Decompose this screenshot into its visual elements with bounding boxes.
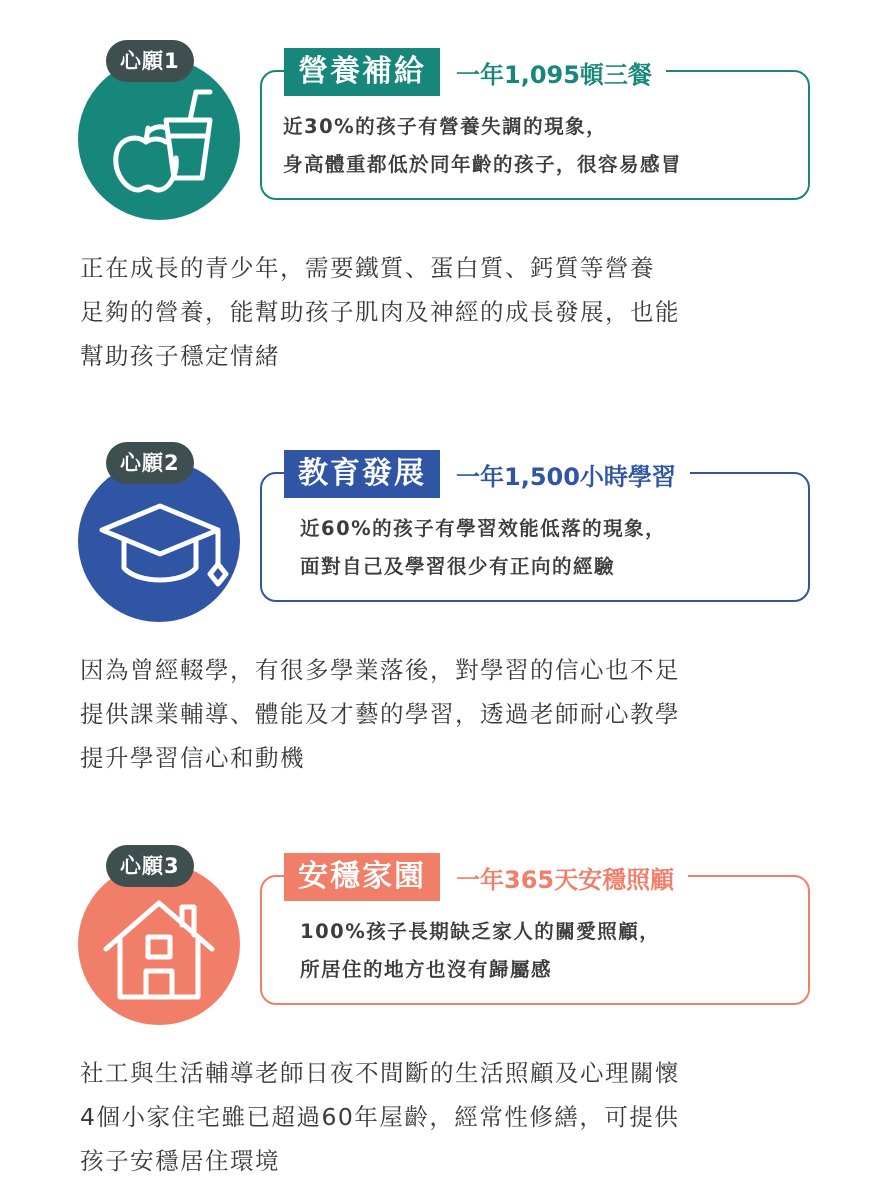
wish-badge: 心願1 — [106, 40, 194, 82]
education-circle — [78, 460, 240, 622]
description-line: 社工與生活輔導老師日夜不間斷的生活照顧及心理關懷 — [80, 1059, 680, 1087]
graduation-cap-icon — [78, 460, 240, 622]
wish-card-text — [283, 108, 803, 184]
wish-title-row — [284, 853, 688, 901]
house-icon — [78, 863, 240, 1025]
description-line: 提供課業輔導、體能及才藝的學習，透過老師耐心教學 — [80, 700, 680, 728]
description-line: 足夠的營養，能幫助孩子肌肉及神經的成長發展，也能 — [80, 298, 680, 326]
wish-title-row — [284, 48, 666, 96]
description-line: 提升學習信心和動機 — [80, 744, 305, 772]
description-line: 正在成長的青少年，需要鐵質、蛋白質、鈣質等營養 — [80, 254, 655, 282]
card-line: 近60%的孩子有學習效能低落的現象， — [300, 517, 667, 540]
description-line: 孩子安穩居住環境 — [80, 1147, 280, 1175]
wish-badge: 心願3 — [106, 845, 194, 887]
apple-juice-icon — [78, 58, 240, 220]
nutrition-circle — [78, 58, 240, 220]
card-line: 所居住的地方也沒有歸屬感 — [300, 958, 553, 981]
card-line: 身高體重都低於同年齡的孩子，很容易感冒 — [283, 153, 683, 176]
card-line: 面對自己及學習很少有正向的經驗 — [300, 555, 616, 578]
wish-title-row — [284, 450, 690, 498]
wish-description — [80, 648, 820, 780]
wish-subtitle: 一年365天安穩照顧 — [452, 860, 678, 895]
description-line: 幫助孩子穩定情緒 — [80, 342, 280, 370]
wish-badge: 心願2 — [106, 442, 194, 484]
card-line: 100%孩子長期缺乏家人的關愛照顧， — [300, 920, 661, 943]
card-line: 近30%的孩子有營養失調的現象， — [283, 115, 608, 138]
wish-title: 安穩家園 — [284, 853, 440, 901]
description-line: 4個小家住宅雖已超過60年屋齡，經常性修繕，可提供 — [80, 1103, 680, 1131]
wish-card-text — [300, 510, 820, 586]
wish-description — [80, 1051, 820, 1183]
wish-title: 營養補給 — [284, 48, 440, 96]
wish-description — [80, 246, 820, 378]
wish-title: 教育發展 — [284, 450, 440, 498]
home-circle — [78, 863, 240, 1025]
wish-subtitle: 一年1,095頓三餐 — [452, 55, 656, 90]
description-line: 因為曾經輟學，有很多學業落後，對學習的信心也不足 — [80, 656, 680, 684]
wish-card-text — [300, 913, 820, 989]
wish-subtitle: 一年1,500小時學習 — [452, 457, 680, 492]
